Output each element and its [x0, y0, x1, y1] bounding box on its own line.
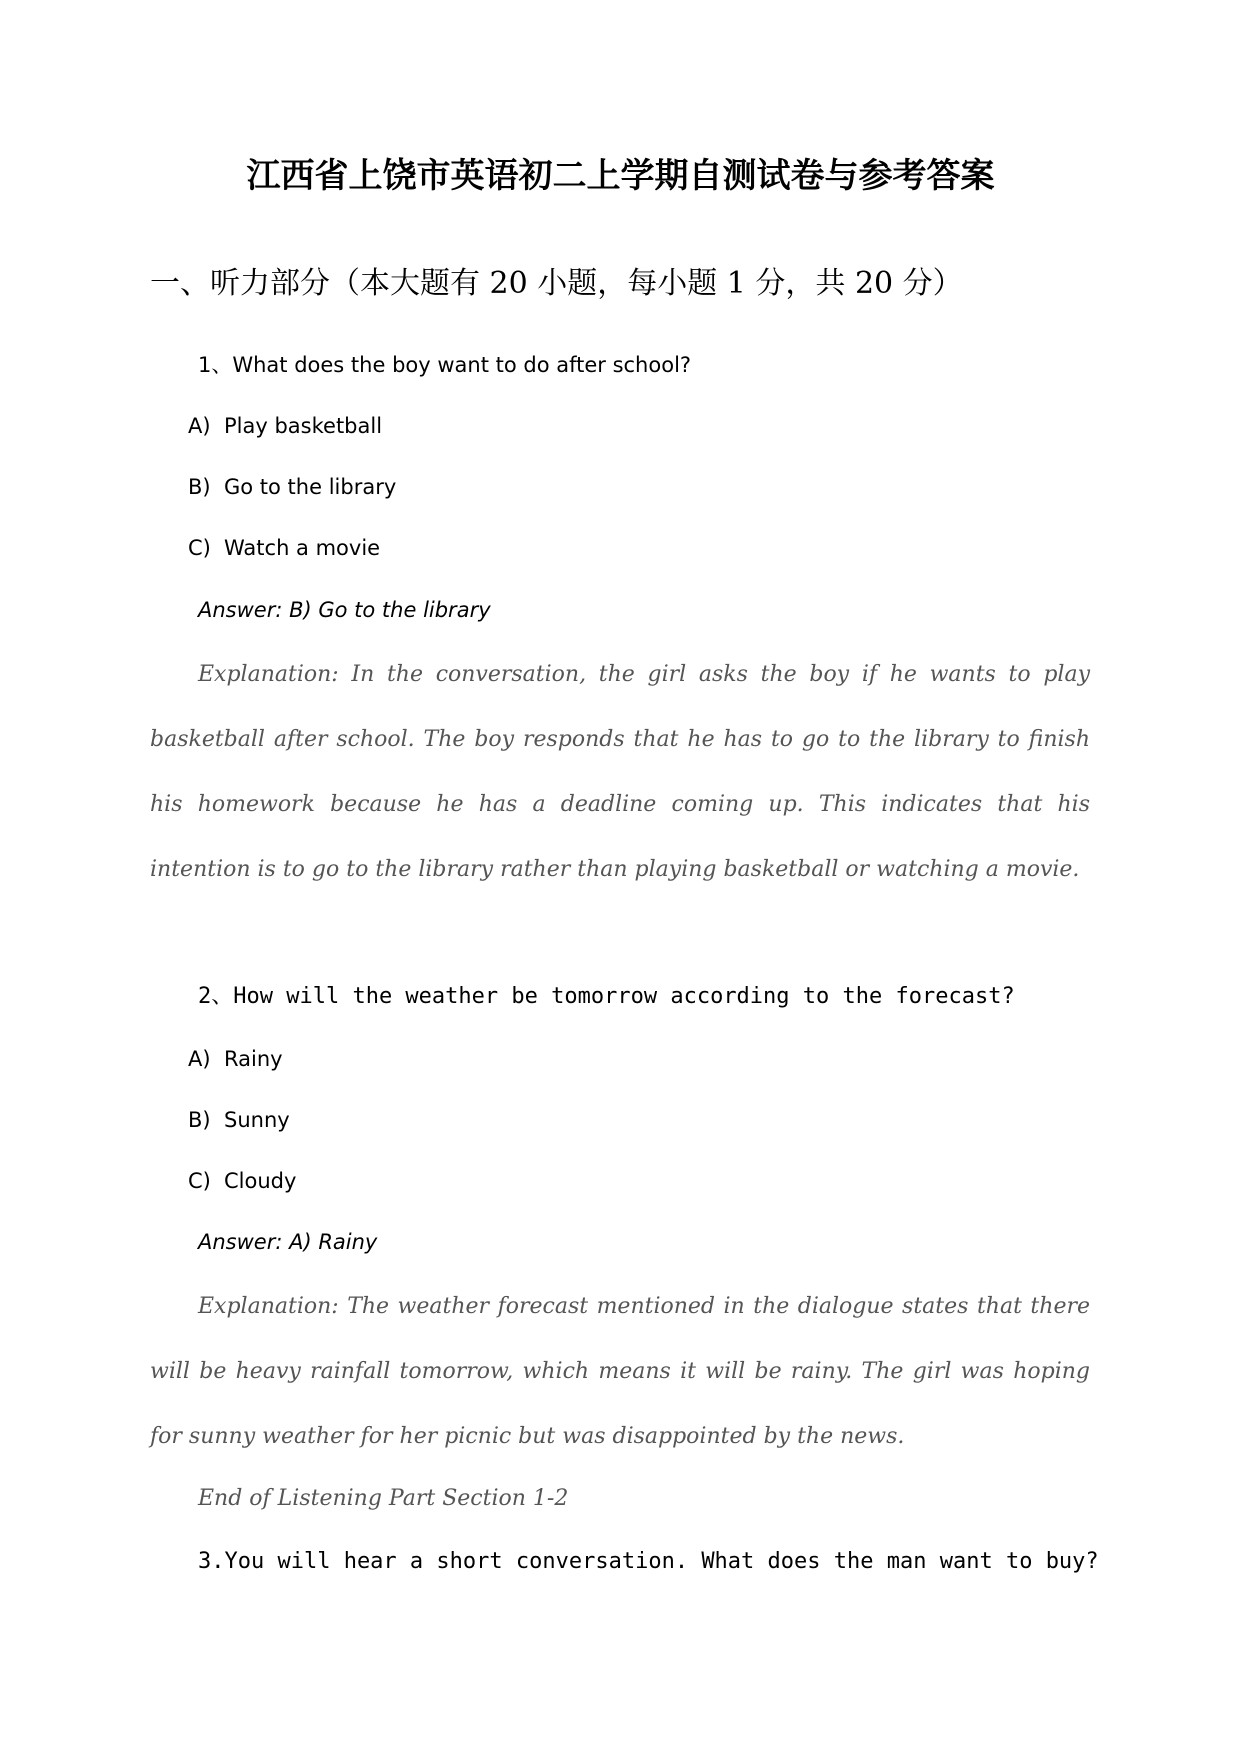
- question-1-explanation: Explanation: In the conversation, the girl asks the boy if he wants to play basketball after school. The boy responds that he has to go to the library to finish his homework because he has a deadline coming up. This indicates that his intention is to go to the library rather than playing basketball or watching a movie.: [150, 662, 1090, 882]
- question-2-prompt: 2、How will the weather be tomorrow according to the forecast?: [198, 984, 1015, 1009]
- option-letter: A): [188, 414, 211, 438]
- question-2-option-b: [188, 1105, 290, 1135]
- option-letter: A): [188, 1047, 211, 1071]
- option-text: Go to the library: [224, 475, 397, 499]
- option-text: Watch a movie: [224, 536, 381, 560]
- question-2-explanation: Explanation: The weather forecast mentioned in the dialogue states that there will be heavy rainfall tomorrow, which means it will be rainy. The girl was hoping for sunny weather for her picnic but was disappointed by the news.: [150, 1294, 1090, 1449]
- question-2-option-a: [188, 1044, 283, 1074]
- option-text: Play basketball: [224, 414, 383, 438]
- option-letter: C): [188, 536, 211, 560]
- question-1-option-b: [188, 472, 396, 502]
- question-3-prompt: 3.You will hear a short conversation. What does the man want to buy?: [198, 1549, 1099, 1574]
- question-1-option-c: [188, 533, 380, 563]
- option-letter: B): [188, 475, 211, 499]
- option-letter: C): [188, 1169, 211, 1193]
- option-text: Cloudy: [224, 1169, 297, 1193]
- end-note: End of Listening Part Section 1-2: [198, 1486, 569, 1511]
- section-heading: 一、听力部分（本大题有 20 小题，每小题 1 分，共 20 分）: [150, 266, 963, 301]
- question-1-option-a: [188, 411, 382, 441]
- question-1-prompt: 1、What does the boy want to do after school?: [198, 353, 692, 377]
- option-text: Sunny: [224, 1108, 290, 1132]
- option-letter: B): [188, 1108, 211, 1132]
- option-text: Rainy: [224, 1047, 283, 1071]
- document-title: 江西省上饶市英语初二上学期自测试卷与参考答案: [246, 156, 995, 196]
- question-2-answer: Answer: A) Rainy: [198, 1230, 378, 1254]
- question-1-answer: Answer: B) Go to the library: [198, 598, 491, 622]
- question-2-option-c: [188, 1166, 296, 1196]
